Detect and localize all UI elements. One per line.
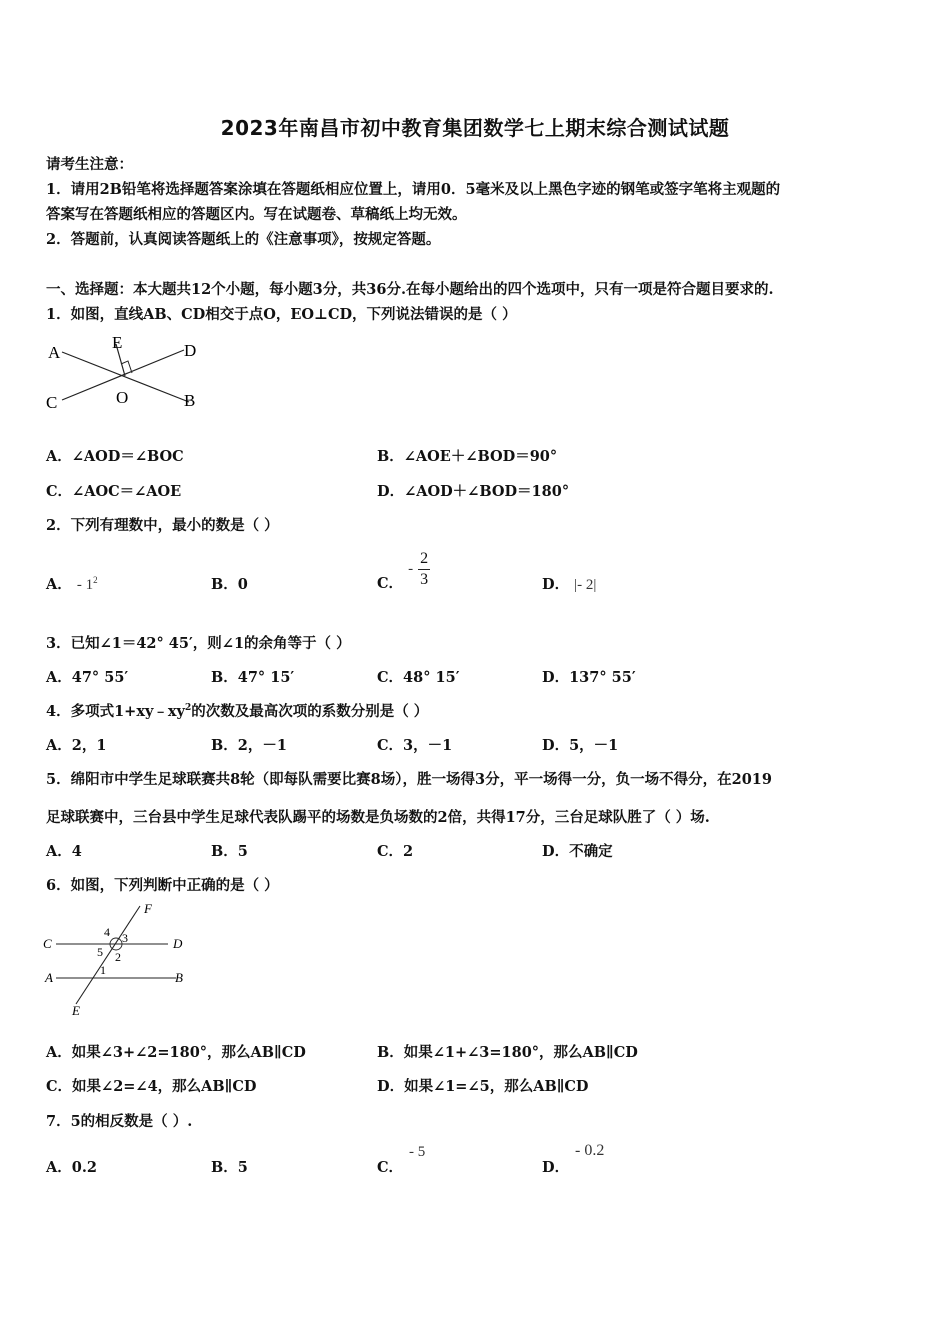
option-label: D． bbox=[542, 576, 570, 593]
question-7-option-a[interactable]: A．0.2 bbox=[46, 1159, 97, 1176]
question-6-stem: 6．如图，下列判断中正确的是（ ） bbox=[46, 877, 279, 894]
option-d-value: |- 2| bbox=[574, 577, 597, 593]
question-7-option-d[interactable]: D． bbox=[542, 1159, 570, 1176]
notice-line-2: 2．答题前，认真阅读答题纸上的《注意事项》，按规定答题。 bbox=[46, 231, 441, 248]
section-heading: 一、选择题：本大题共12个小题，每小题3分，共36分.在每小题给出的四个选项中，只有一项是符合题目要求的. bbox=[46, 281, 774, 298]
question-7-option-d-value: - 0.2 bbox=[575, 1142, 605, 1159]
label-o: O bbox=[116, 388, 129, 407]
label-d: D bbox=[184, 341, 197, 360]
question-4-option-d[interactable]: D．5，－1 bbox=[542, 737, 619, 754]
question-7-option-b[interactable]: B．5 bbox=[211, 1159, 248, 1176]
question-2-option-d[interactable] bbox=[542, 573, 596, 594]
question-3-option-d[interactable]: D．137° 55′ bbox=[542, 669, 636, 686]
question-2-option-b[interactable]: B．0 bbox=[211, 576, 248, 593]
exponent: 2 bbox=[184, 703, 192, 714]
question-5-option-a[interactable]: A．4 bbox=[46, 843, 82, 860]
question-4-option-c[interactable]: C．3，－1 bbox=[377, 737, 453, 754]
question-3-stem: 3．已知∠1＝42° 45′，则∠1的余角等于（ ） bbox=[46, 635, 351, 652]
question-1-option-c[interactable]: C．∠AOC＝∠AOE bbox=[46, 483, 182, 500]
question-6-option-c[interactable]: C．如果∠2=∠4，那么AB∥CD bbox=[46, 1078, 257, 1095]
notice-heading: 请考生注意： bbox=[46, 156, 133, 173]
question-2-stem: 2．下列有理数中，最小的数是（ ） bbox=[46, 517, 279, 534]
base: - 1 bbox=[76, 577, 94, 593]
option-label: A． bbox=[46, 576, 72, 593]
question-6-figure bbox=[40, 898, 200, 1020]
label-1: 1 bbox=[100, 963, 106, 977]
label-a: A bbox=[45, 970, 53, 985]
label-e: E bbox=[112, 333, 123, 352]
fraction-sign: - bbox=[408, 561, 414, 577]
question-5-option-d[interactable]: D．不确定 bbox=[542, 843, 613, 860]
question-1-stem: 1．如图，直线AB、CD相交于点O，EO⊥CD，下列说法错误的是（ ） bbox=[46, 306, 517, 323]
label-b: B bbox=[175, 970, 183, 985]
numerator: 2 bbox=[418, 549, 430, 570]
page-title: 2023年南昌市初中教育集团数学七上期末综合测试试题 bbox=[220, 116, 730, 140]
question-4-option-b[interactable]: B．2，－1 bbox=[211, 737, 287, 754]
question-7-option-c[interactable]: C． bbox=[377, 1159, 404, 1176]
label-d: D bbox=[173, 936, 183, 951]
question-1-figure bbox=[44, 330, 214, 415]
question-1-option-a[interactable]: A．∠AOD＝∠BOC bbox=[46, 448, 184, 465]
option-a-value bbox=[77, 577, 98, 593]
exponent: 2 bbox=[93, 575, 98, 585]
question-5-option-b[interactable]: B．5 bbox=[211, 843, 248, 860]
question-6-option-d[interactable]: D．如果∠1=∠5，那么AB∥CD bbox=[377, 1078, 589, 1095]
question-2-option-c[interactable] bbox=[377, 546, 430, 593]
line-ef bbox=[76, 906, 140, 1004]
denominator: 3 bbox=[420, 571, 429, 588]
label-2: 2 bbox=[115, 950, 121, 964]
question-3-option-c[interactable]: C．48° 15′ bbox=[377, 669, 460, 686]
question-7-option-c-value: - 5 bbox=[409, 1144, 426, 1160]
notice-line-1b: 答案写在答题纸相应的答题区内。写在试题卷、草稿纸上均无效。 bbox=[46, 206, 467, 223]
question-2-option-a[interactable] bbox=[46, 573, 98, 594]
label-c: C bbox=[46, 393, 58, 412]
question-5-option-c[interactable]: C．2 bbox=[377, 843, 414, 860]
label-f: F bbox=[144, 901, 152, 916]
stem-part-a: 4．多项式1+xy﹣xy bbox=[46, 703, 185, 720]
question-4-stem bbox=[46, 700, 428, 721]
question-5-stem-line-2: 足球联赛中，三台县中学生足球代表队踢平的场数是负场数的2倍，共得17分，三台足球队胜了（ ）场. bbox=[46, 809, 710, 826]
question-5-stem-line-1: 5．绵阳市中学生足球联赛共8轮（即每队需要比赛8场），胜一场得3分，平一场得一分，负一场不得分，在2019 bbox=[46, 771, 772, 788]
stem-part-b: 的次数及最高次项的系数分别是（ ） bbox=[191, 703, 429, 720]
question-3-option-b[interactable]: B．47° 15′ bbox=[211, 669, 295, 686]
label-c: C bbox=[43, 936, 52, 951]
label-4: 4 bbox=[104, 925, 110, 939]
question-6-option-b[interactable]: B．如果∠1+∠3=180°，那么AB∥CD bbox=[377, 1044, 638, 1061]
question-1-option-d[interactable]: D．∠AOD＋∠BOD＝180° bbox=[377, 483, 570, 500]
question-1-option-b[interactable]: B．∠AOE＋∠BOD＝90° bbox=[377, 448, 558, 465]
label-e: E bbox=[72, 1003, 80, 1018]
label-a: A bbox=[48, 343, 61, 362]
question-6-option-a[interactable]: A．如果∠3+∠2=180°，那么AB∥CD bbox=[46, 1044, 306, 1061]
fraction bbox=[418, 549, 430, 590]
question-4-option-a[interactable]: A．2，1 bbox=[46, 737, 107, 754]
label-3: 3 bbox=[122, 931, 128, 945]
question-7-stem: 7．5的相反数是（ ）. bbox=[46, 1113, 193, 1130]
option-label: C． bbox=[377, 575, 404, 592]
notice-line-1: 1．请用2B铅笔将选择题答案涂填在答题纸相应位置上，请用0．5毫米及以上黑色字迹的钢笔或签字笔将主观题的 bbox=[46, 181, 781, 198]
label-5: 5 bbox=[97, 945, 103, 959]
question-3-option-a[interactable]: A．47° 55′ bbox=[46, 669, 129, 686]
label-b: B bbox=[184, 391, 196, 410]
